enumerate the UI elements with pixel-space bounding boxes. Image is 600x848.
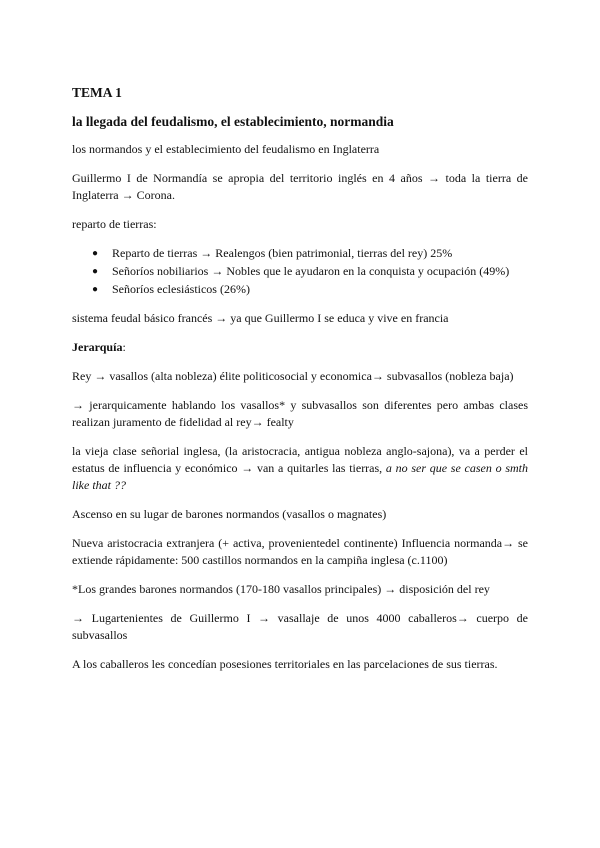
paragraph-7 [72, 443, 528, 494]
paragraph-3: reparto de tierras: [72, 217, 157, 231]
paragraph-6: → jerarquicamente hablando los vasallos* y subvasallos son diferentes pero ambas clases realizan juramento de fidelidad al rey→ fealty [72, 398, 528, 429]
doc-subtitle: la llegada del feudalismo, el establecimiento, normandia [72, 114, 394, 129]
paragraph-9: Nueva aristocracia extranjera (+ activa, provenientedel continente) Influencia normanda→ se extiende rápidamente: 500 castillos normandos en la campiña inglesa (c.1100) [72, 536, 528, 567]
paragraph-10: *Los grandes barones normandos (170-180 vasallos principales) → disposición del rey [72, 582, 490, 596]
paragraph-1: los normandos y el establecimiento del feudalismo en Inglaterra [72, 142, 380, 156]
paragraph-11: → Lugartenientes de Guillermo I → vasallaje de unos 4000 caballeros→ cuerpo de subvasallos [72, 611, 528, 642]
jerarquia-heading [72, 339, 528, 356]
list-item: ● Señoríos nobiliarios → Nobles que le ayudaron en la conquista y ocupación (49%) [112, 263, 528, 280]
doc-title: TEMA 1 [72, 85, 122, 100]
document-body [72, 84, 528, 685]
paragraph-2: Guillermo I de Normandía se apropia del territorio inglés en 4 años → toda la tierra de Inglaterra → Corona. [72, 171, 528, 202]
paragraph-4: sistema feudal básico francés → ya que Guillermo I se educa y vive en francia [72, 311, 449, 325]
paragraph-5: Rey → vasallos (alta nobleza) élite politicosocial y economica→ subvasallos (nobleza baja) [72, 369, 514, 383]
paragraph-7-text: la vieja clase señorial inglesa, (la aristocracia, antigua nobleza anglo-sajona), va a perder el estatus de influencia y económico → van a quitarles las tierras, [72, 444, 528, 475]
jerarquia-label: Jerarquía [72, 340, 123, 354]
paragraph-12: A los caballeros les concedían posesiones territoriales en las parcelaciones de sus tierras. [72, 657, 498, 671]
list-item: ● Señoríos eclesiásticos (26%) [112, 281, 528, 298]
paragraph-8: Ascenso en su lugar de barones normandos (vasallos o magnates) [72, 507, 387, 521]
paragraph-7-italic: a no ser que se casen o smth like that ?? [72, 461, 528, 492]
list-item: ● Reparto de tierras → Realengos (bien patrimonial, tierras del rey) 25% [112, 245, 528, 262]
land-distribution-list [72, 245, 528, 298]
jerarquia-colon: : [122, 340, 126, 354]
